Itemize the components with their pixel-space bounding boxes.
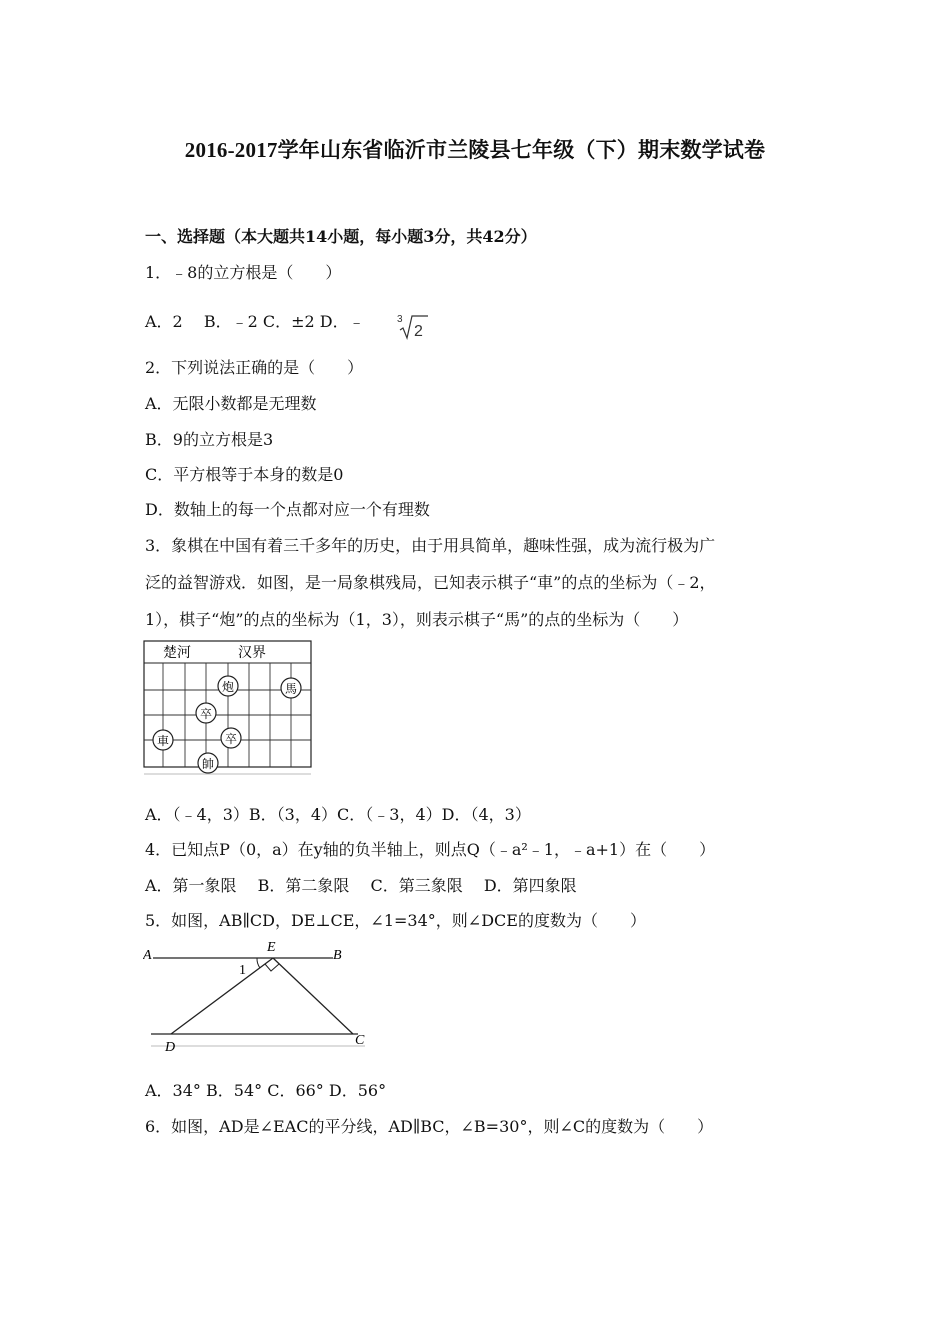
svg-text:帥: 帥	[201, 757, 215, 771]
label-a: A	[143, 948, 152, 963]
chess-piece-shuai	[198, 753, 218, 773]
question-3-options: A．（﹣4，3）B．（3，4）C．（﹣3，4）D．（4，3）	[145, 805, 531, 824]
segment-ed	[171, 958, 273, 1034]
right-angle-mark	[265, 964, 279, 971]
label-b: B	[333, 948, 342, 963]
question-2-option-c: C．平方根等于本身的数是0	[145, 465, 344, 484]
svg-text:炮: 炮	[221, 680, 235, 694]
board-header-left: 楚河	[163, 645, 191, 661]
question-3-line-2: 泛的益智游戏．如图，是一局象棋残局，已知表示棋子“車”的点的坐标为（﹣2，	[145, 573, 716, 592]
board-header-right: 汉界	[238, 645, 266, 661]
svg-text:卒: 卒	[224, 732, 238, 746]
chess-piece-pao	[218, 676, 238, 696]
label-e: E	[267, 940, 276, 955]
chess-board-figure	[143, 640, 313, 776]
question-5-options: A．34° B．54° C．66° D．56°	[145, 1081, 387, 1100]
angle-1-arc	[257, 958, 260, 968]
question-2-option-d: D．数轴上的每一个点都对应一个有理数	[145, 500, 430, 519]
svg-text:馬: 馬	[284, 682, 298, 696]
question-1-options: A．2 B．﹣2 C．±2 D．﹣	[145, 312, 365, 331]
question-6-stem: 6．如图，AD是∠EAC的平分线，AD∥BC，∠B=30°，则∠C的度数为（ ）	[145, 1117, 714, 1136]
svg-text:車: 車	[156, 734, 170, 748]
radicand: 2	[414, 323, 423, 340]
radical-index: 3	[397, 314, 403, 325]
question-3-line-1: 3．象棋在中国有着三千多年的历史，由于用具简单，趣味性强，成为流行极为广	[145, 536, 716, 555]
svg-text:卒: 卒	[199, 707, 213, 721]
section-heading: 一、选择题（本大题共14小题，每小题3分，共42分）	[145, 227, 537, 246]
chess-piece-ju	[153, 730, 173, 750]
label-c: C	[355, 1033, 365, 1048]
cube-root-of-2	[397, 312, 429, 340]
question-3-line-3: 1），棋子“炮”的点的坐标为（1，3），则表示棋子“馬”的点的坐标为（ ）	[145, 610, 689, 629]
question-2-option-b: B．9的立方根是3	[145, 430, 274, 449]
question-2-option-a: A．无限小数都是无理数	[145, 394, 317, 413]
question-1-stem: 1．﹣8的立方根是（ ）	[145, 263, 342, 282]
label-d: D	[165, 1040, 176, 1054]
question-5-stem: 5．如图，AB∥CD，DE⊥CE，∠1=34°，则∠DCE的度数为（ ）	[145, 911, 646, 930]
question-4-options: A．第一象限 B．第二象限 C．第三象限 D．第四象限	[145, 876, 577, 895]
chess-piece-zu-left	[196, 703, 216, 723]
question-4-stem: 4．已知点P（0，a）在y轴的负半轴上，则点Q（﹣a²﹣1，﹣a+1）在（ ）	[145, 840, 716, 859]
question-2-stem: 2．下列说法正确的是（ ）	[145, 358, 364, 377]
label-angle-1: 1	[239, 963, 246, 978]
page-title: 2016-2017学年山东省临沂市兰陵县七年级（下）期末数学试卷	[184, 138, 766, 162]
chess-piece-ma	[281, 678, 301, 698]
segment-ec	[273, 958, 353, 1034]
chess-piece-zu-right	[221, 728, 241, 748]
parallel-lines-figure	[143, 938, 373, 1054]
